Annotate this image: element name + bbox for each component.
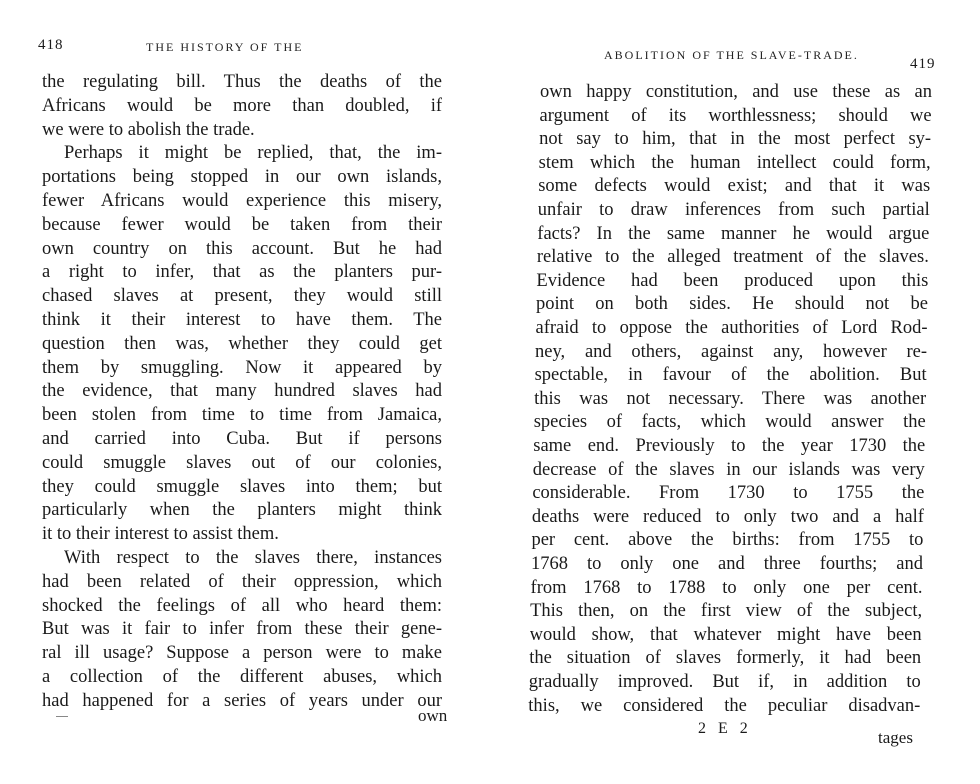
page-number: 418: [38, 37, 64, 53]
text-line: shocked the feelings of all who heard them:: [42, 595, 442, 616]
text-line: they could smuggle slaves into them; but: [42, 476, 442, 497]
text-line: species of facts, which would answer the: [533, 412, 926, 433]
text-line: the regulating bill. Thus the deaths of the: [42, 72, 442, 92]
text-line: them by smuggling. Now it appeared by: [42, 357, 442, 378]
text-line: point on both sides. He should not be: [535, 294, 928, 315]
text-line: afraid to oppose the authorities of Lord Rod-: [535, 318, 928, 338]
text-line: some defects would exist; and that it was: [538, 176, 931, 197]
text-line: particularly when the planters might think: [42, 500, 442, 521]
text-line: stem which the human intellect could form,: [538, 152, 931, 173]
text-line: Perhaps it might be replied, that, the im-: [64, 143, 442, 164]
page-number: 419: [910, 56, 936, 72]
text-line: not say to him, that in the most perfect sy-: [539, 129, 932, 150]
text-line: it to their interest to assist them.: [42, 524, 279, 545]
text-line: think it their interest to have them. The: [42, 310, 442, 330]
text-line: own happy constitution, and use these as an: [540, 82, 932, 102]
text-line: portations being stopped in our own islands,: [42, 167, 442, 188]
text-line: ney, and others, against any, however re-: [535, 341, 928, 362]
text-line: would show, that whatever might have been: [529, 624, 922, 645]
text-line: ral ill usage? Suppose a person were to make: [42, 643, 442, 664]
text-line: own country on this account. But he had: [42, 238, 442, 259]
text-line: this, we considered the peculiar disadvan-: [528, 695, 921, 716]
text-line: gradually improved. But if, in addition to: [528, 672, 921, 692]
text-line: argument of its worthlessness; should we: [539, 105, 932, 126]
catchword: tages: [878, 728, 913, 747]
signature-mark: 2 E 2: [698, 720, 752, 737]
text-line: This then, on the first view of the subject,: [530, 601, 923, 622]
text-line: With respect to the slaves there, instances: [64, 548, 442, 568]
text-line: 1768 to only one and three fourths; and: [531, 554, 923, 574]
running-head: THE HISTORY OF THE: [146, 40, 304, 54]
text-line: per cent. above the births: from 1755 to: [531, 530, 924, 551]
text-line: could smuggle slaves out of our colonies,: [42, 452, 442, 473]
text-line: Evidence had been produced upon this: [536, 270, 929, 291]
text-line: a collection of the different abuses, which: [42, 667, 442, 687]
page-rule: [56, 716, 68, 717]
right-page: [490, 0, 980, 784]
running-head: ABOLITION OF THE SLAVE-TRADE.: [604, 48, 859, 62]
text-line: facts? In the same manner he would argue: [537, 223, 930, 244]
text-line: fewer Africans would experience this misery,: [42, 191, 442, 211]
text-line: But was it fair to infer from these their gene-: [42, 619, 442, 640]
text-line: a right to infer, that as the planters pur-: [42, 262, 442, 283]
text-line: considerable. From 1730 to 1755 the: [532, 483, 925, 504]
text-line: this was not necessary. There was another: [534, 388, 927, 409]
text-line: decrease of the slaves in our islands was very: [532, 459, 925, 480]
text-line: the evidence, that many hundred slaves had: [42, 381, 442, 402]
text-line: chased slaves at present, they would still: [42, 286, 442, 307]
text-line: because fewer would be taken from their: [42, 214, 442, 235]
text-line: had happened for a series of years under our: [42, 690, 442, 711]
text-line: from 1768 to 1788 to only one per cent.: [530, 577, 923, 598]
text-line: same end. Previously to the year 1730 the: [533, 436, 926, 456]
text-line: spectable, in favour of the abolition. But: [534, 365, 927, 386]
text-line: and carried into Cuba. But if persons: [42, 429, 442, 449]
text-line: we were to abolish the trade.: [42, 119, 255, 140]
catchword: own: [418, 706, 448, 725]
text-line: been stolen from time to time from Jamaica,: [42, 405, 442, 426]
text-line: deaths were reduced to only two and a half: [531, 506, 924, 527]
text-line: the situation of slaves formerly, it had been: [529, 648, 922, 669]
text-line: question then was, whether they could get: [42, 333, 442, 354]
text-line: Africans would be more than doubled, if: [42, 95, 442, 116]
text-line: relative to the alleged treatment of the slaves.: [536, 247, 929, 268]
text-line: unfair to draw inferences from such partial: [537, 200, 930, 220]
text-line: had been related of their oppression, which: [42, 571, 442, 592]
